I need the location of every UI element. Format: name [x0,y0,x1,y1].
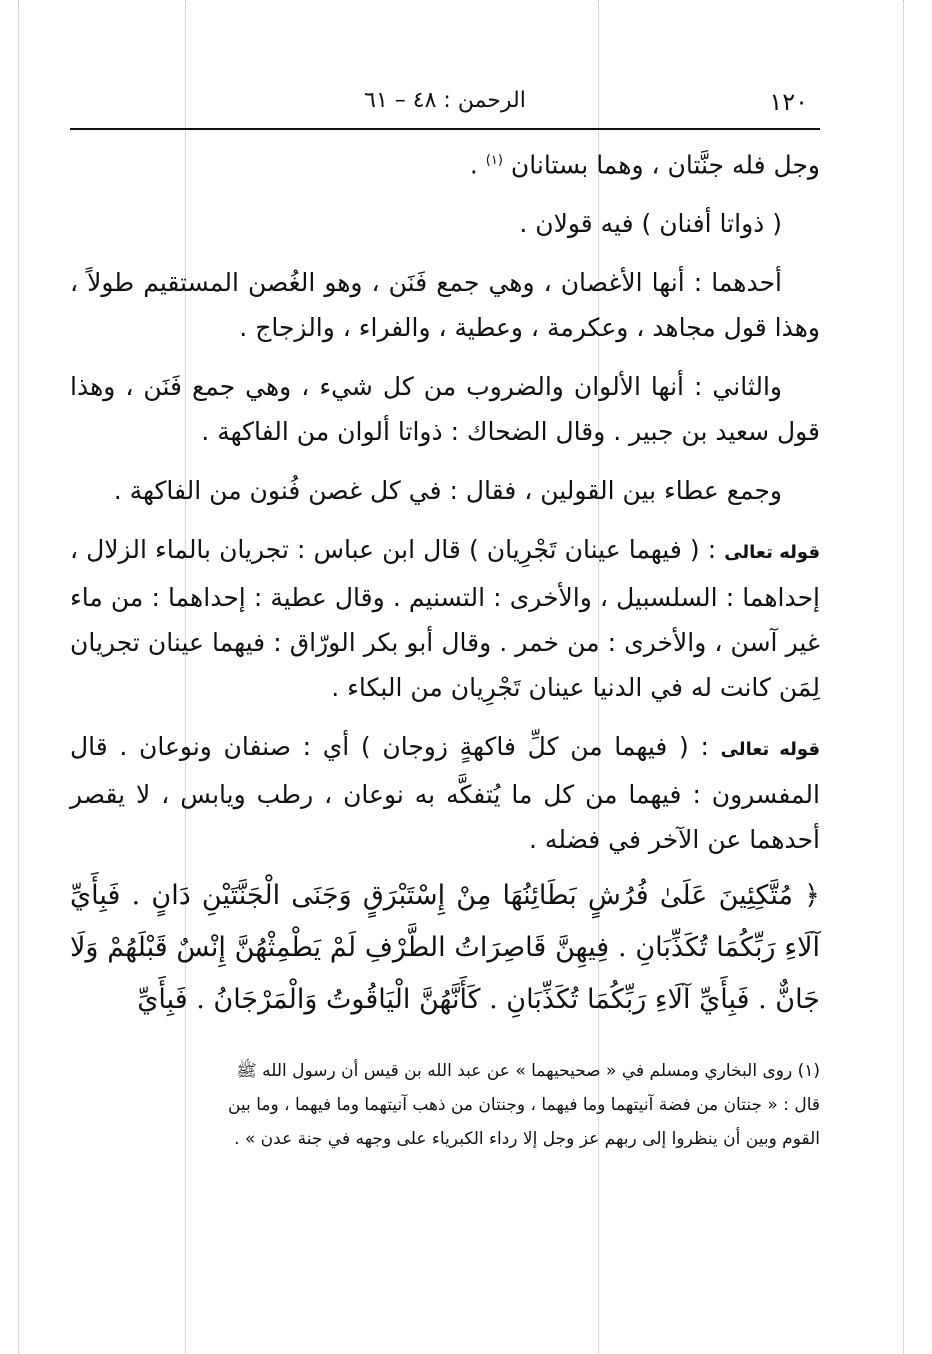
footnote-line: (١) روى البخاري ومسلم في « صحيحيهما » عن عبد الله بن قيس أن رسول الله ﷺ [236,1061,820,1082]
footnote-line: القوم وبين أن ينظروا إلى ربهم عز وجل إلا رداء الكبرياء على وجهه في جنة عدن » . [234,1129,820,1150]
paragraph-text: : ( فيهما عينان تَجْرِيان ) قال ابن عباس : تجريان بالماء الزلال ، إحداهما : السلسبيل ، والأخرى : التسنيم . وقال عطية : إحداهما : من ماء غير آسن ، والأخرى : من خمر . وقال أبو بكر الورّاق : فيهما عينان تجريان لِمَن كانت له في الدنيا عينان تَجْرِيان من البكاء . [70,535,820,703]
footnote-marker: (١) [485,153,503,168]
scan-artifact-line [18,0,19,1354]
scan-artifact-line [903,0,904,1354]
body-text [70,138,820,1026]
paragraph-text: . [469,150,486,180]
commentary-keyword: قوله تعالى [720,739,820,761]
page-number: ١٢٠ [769,88,808,116]
footnotes [70,1048,820,1156]
paragraph: أحدهما : أنها الأغصان ، وهي جمع فَنَن ، وهو الغُصن المستقيم طولاً ، وهذا قول مجاهد ، وعكرمة ، وعطية ، والفراء ، والزجاج . [70,268,820,343]
paragraph: ( ذواتا أفنان ) فيه قولان . [519,209,782,239]
footnote-line: قال : « جنتان من فضة آنيتهما وما فيهما ، وجنتان من ذهب آنيتهما وما فيهما ، وما بين [227,1095,820,1116]
paragraph [70,527,820,710]
quran-verse: ﴿ مُتَّكِئِينَ عَلَىٰ فُرُشٍ بَطَائِنُهَا مِنْ إِسْتَبْرَقٍ وَجَنَى الْجَنَّتَيْنِ دَانٍ . فَبِأَيِّ آلَاءِ رَبِّكُمَا تُكَذِّبَانِ . فِيهِنَّ قَاصِرَاتُ الطَّرْفِ لَمْ يَطْمِثْهُنَّ إِنْسٌ قَبْلَهُمْ وَلَا جَانٌّ . فَبِأَيِّ آلَاءِ رَبِّكُمَا تُكَذِّبَانِ . كَأَنَّهُنَّ الْيَاقُوتُ وَالْمَرْجَانُ . فَبِأَيِّ [70,880,820,1016]
paragraph-text: وجل فله جنَّتان ، وهما بستانان [510,150,820,180]
running-title: الرحمن : ٤٨ – ٦١ [364,88,526,113]
paragraph: وجمع عطاء بين القولين ، فقال : في كل غصن فُنون من الفاكهة . [113,476,782,506]
paragraph [70,724,820,862]
page-header [70,78,820,130]
paragraph [70,138,820,187]
book-page [70,78,820,1156]
commentary-keyword: قوله تعالى [724,542,820,564]
paragraph-text: : ( فيهما من كلِّ فاكهةٍ زوجان ) أي : صنفان ونوعان . قال المفسرون : فيهما من كل ما يُتفكَّه به نوعان ، رطب ويابس ، لا يقصر أحدهما عن الآخر في فضله . [70,732,820,855]
paragraph: والثاني : أنها الألوان والضروب من كل شيء ، وهي جمع فَنَن ، وهذا قول سعيد بن جبير . وقال الضحاك : ذواتا ألوان من الفاكهة . [70,372,820,447]
